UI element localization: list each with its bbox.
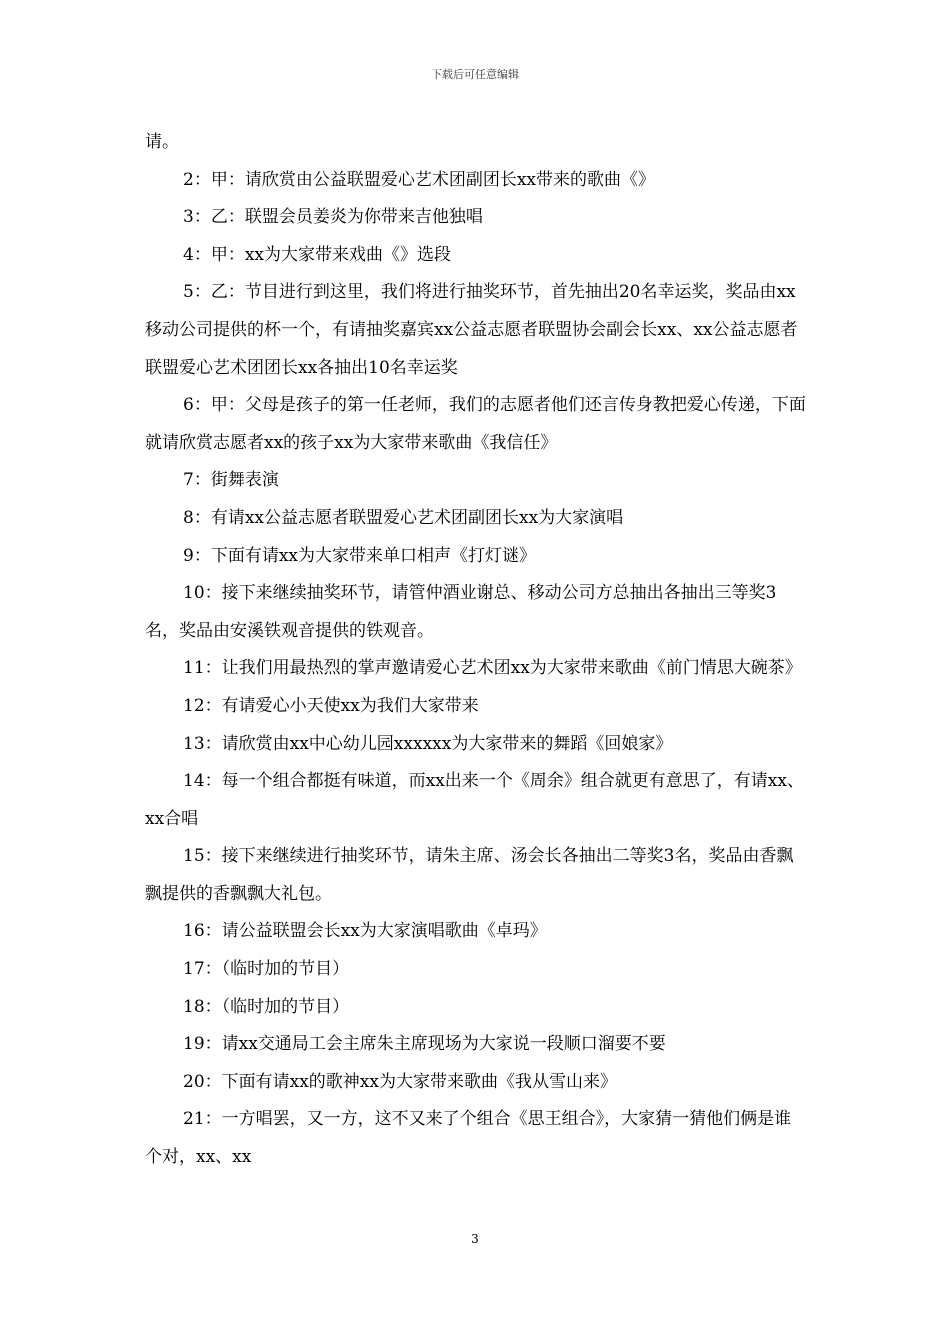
page-header: 下载后可任意编辑 [431, 68, 519, 81]
paragraph: 12：有请爱心小天使xx为我们大家带来 [183, 695, 479, 716]
paragraph: 14：每一个组合都挺有味道，而xx出来一个《周余》组合就更有意思了，有请xx、xx合唱 [145, 771, 804, 829]
page-number: 3 [471, 1232, 479, 1246]
document-body [145, 124, 807, 1177]
paragraph: 4：甲：xx为大家带来戏曲《》选段 [183, 244, 451, 265]
paragraph: 20：下面有请xx的歌神xx为大家带来歌曲《我从雪山来》 [183, 1071, 617, 1092]
paragraph: 13：请欣赏由xx中心幼儿园xxxxxx为大家带来的舞蹈《回娘家》 [183, 733, 673, 754]
paragraph: 16：请公益联盟会长xx为大家演唱歌曲《卓玛》 [183, 921, 547, 942]
paragraph: 2：甲：请欣赏由公益联盟爱心艺术团副团长xx带来的歌曲《》 [183, 169, 655, 190]
paragraph: 请。 [145, 132, 179, 152]
paragraph: 21：一方唱罢，又一方，这不又来了个组合《思王组合》，大家猜一猜他们俩是谁个对，xx、xx [145, 1109, 792, 1168]
paragraph: 7：街舞表演 [183, 470, 279, 491]
paragraph: 11：让我们用最热烈的掌声邀请爱心艺术团xx为大家带来歌曲《前门情思大碗茶》 [183, 658, 802, 679]
paragraph: 9：下面有请xx为大家带来单口相声《打灯谜》 [183, 545, 536, 566]
paragraph: 6：甲：父母是孩子的第一任老师，我们的志愿者他们还言传身教把爱心传递，下面就请欣赏志愿者xx的孩子xx为大家带来歌曲《我信任》 [145, 395, 806, 453]
paragraph: 3：乙：联盟会员姜炎为你带来吉他独唱 [183, 207, 483, 228]
paragraph: 19：请xx交通局工会主席朱主席现场为大家说一段顺口溜要不要 [183, 1034, 666, 1055]
paragraph: 18：（临时加的节目） [183, 996, 350, 1017]
paragraph: 8：有请xx公益志愿者联盟爱心艺术团副团长xx为大家演唱 [183, 507, 624, 528]
paragraph: 10：接下来继续抽奖环节，请管仲酒业谢总、移动公司方总抽出各抽出三等奖3名，奖品由安溪铁观音提供的铁观音。 [145, 583, 777, 641]
paragraph: 5：乙：节目进行到这里，我们将进行抽奖环节，首先抽出20名幸运奖，奖品由xx移动公司提供的杯一个，有请抽奖嘉宾xx公益志愿者联盟协会副会长xx、xx公益志愿者联盟爱心艺术团团长xx各抽出10名幸运奖 [145, 282, 798, 378]
paragraph: 17：（临时加的节目） [183, 959, 350, 980]
paragraph: 15：接下来继续进行抽奖环节，请朱主席、汤会长各抽出二等奖3名，奖品由香飘飘提供的香飘飘大礼包。 [145, 846, 794, 904]
